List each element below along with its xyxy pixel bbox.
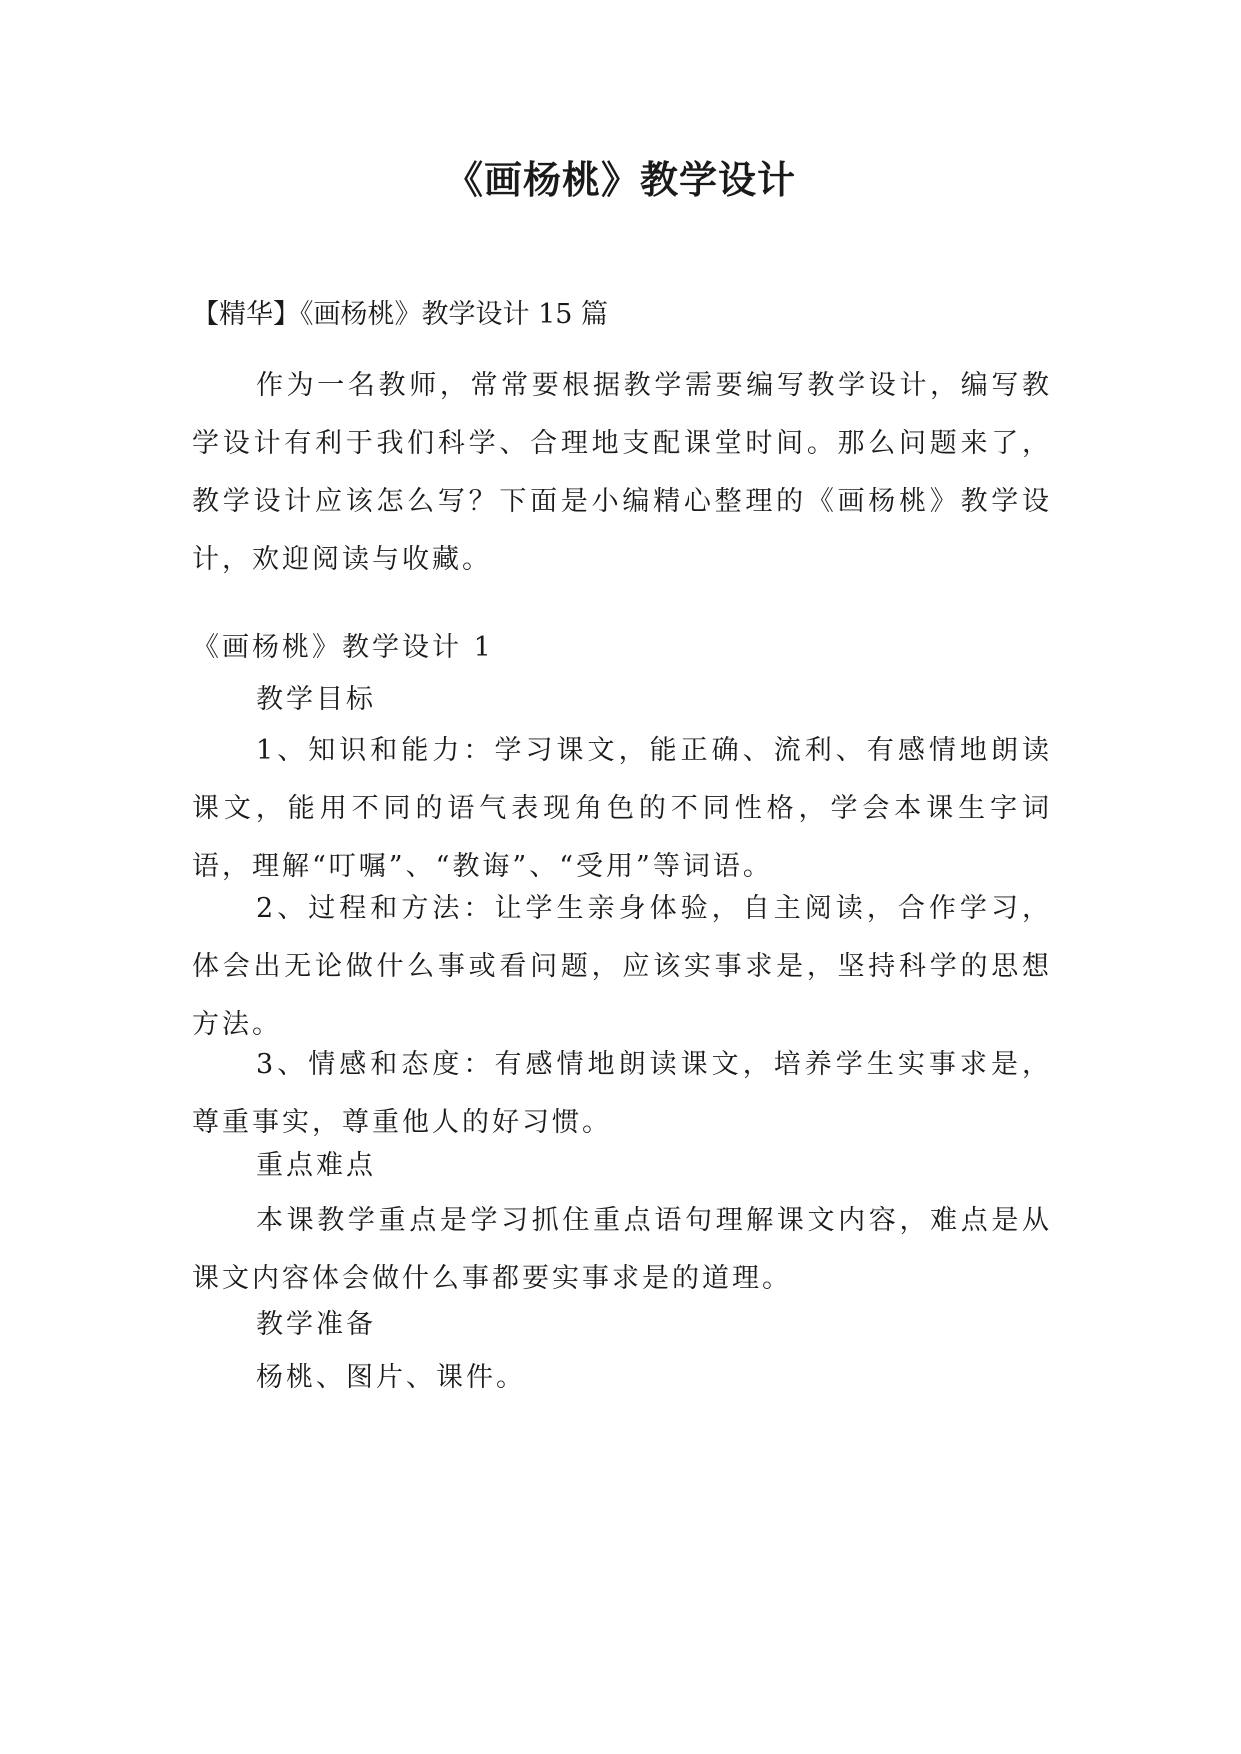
key-points-paragraph: 本课教学重点是学习抓住重点语句理解课文内容，难点是从课文内容体会做什么事都要实事求是的道理。 xyxy=(192,1205,1052,1294)
key-points-heading: 重点难点 xyxy=(256,1150,376,1181)
intro-paragraph: 作为一名教师，常常要根据教学需要编写教学设计，编写教学设计有利于我们科学、合理地支配课堂时间。那么问题来了，教学设计应该怎么写？下面是小编精心整理的《画杨桃》教学设计，欢迎阅读与收藏。 xyxy=(192,370,1052,575)
document-title: 《画杨桃》教学设计 xyxy=(444,158,796,202)
goals-heading: 教学目标 xyxy=(256,684,376,715)
goal-2-paragraph: 2、过程和方法：让学生亲身体验，自主阅读，合作学习，体会出无论做什么事或看问题，应该实事求是，坚持科学的思想方法。 xyxy=(192,893,1052,1040)
preparation-heading: 教学准备 xyxy=(256,1309,376,1340)
section-heading: 《画杨桃》教学设计 1 xyxy=(192,632,494,663)
document-subtitle: 【精华】《画杨桃》教学设计 15 篇 xyxy=(192,299,609,330)
preparation-text: 杨桃、图片、课件。 xyxy=(256,1362,526,1393)
goal-1-paragraph: 1、知识和能力：学习课文，能正确、流利、有感情地朗读课文，能用不同的语气表现角色的不同性格，学会本课生字词语，理解“叮嘱”、“教诲”、“受用”等词语。 xyxy=(192,735,1052,882)
goal-3-paragraph: 3、情感和态度：有感情地朗读课文，培养学生实事求是，尊重事实，尊重他人的好习惯。 xyxy=(192,1049,1052,1138)
